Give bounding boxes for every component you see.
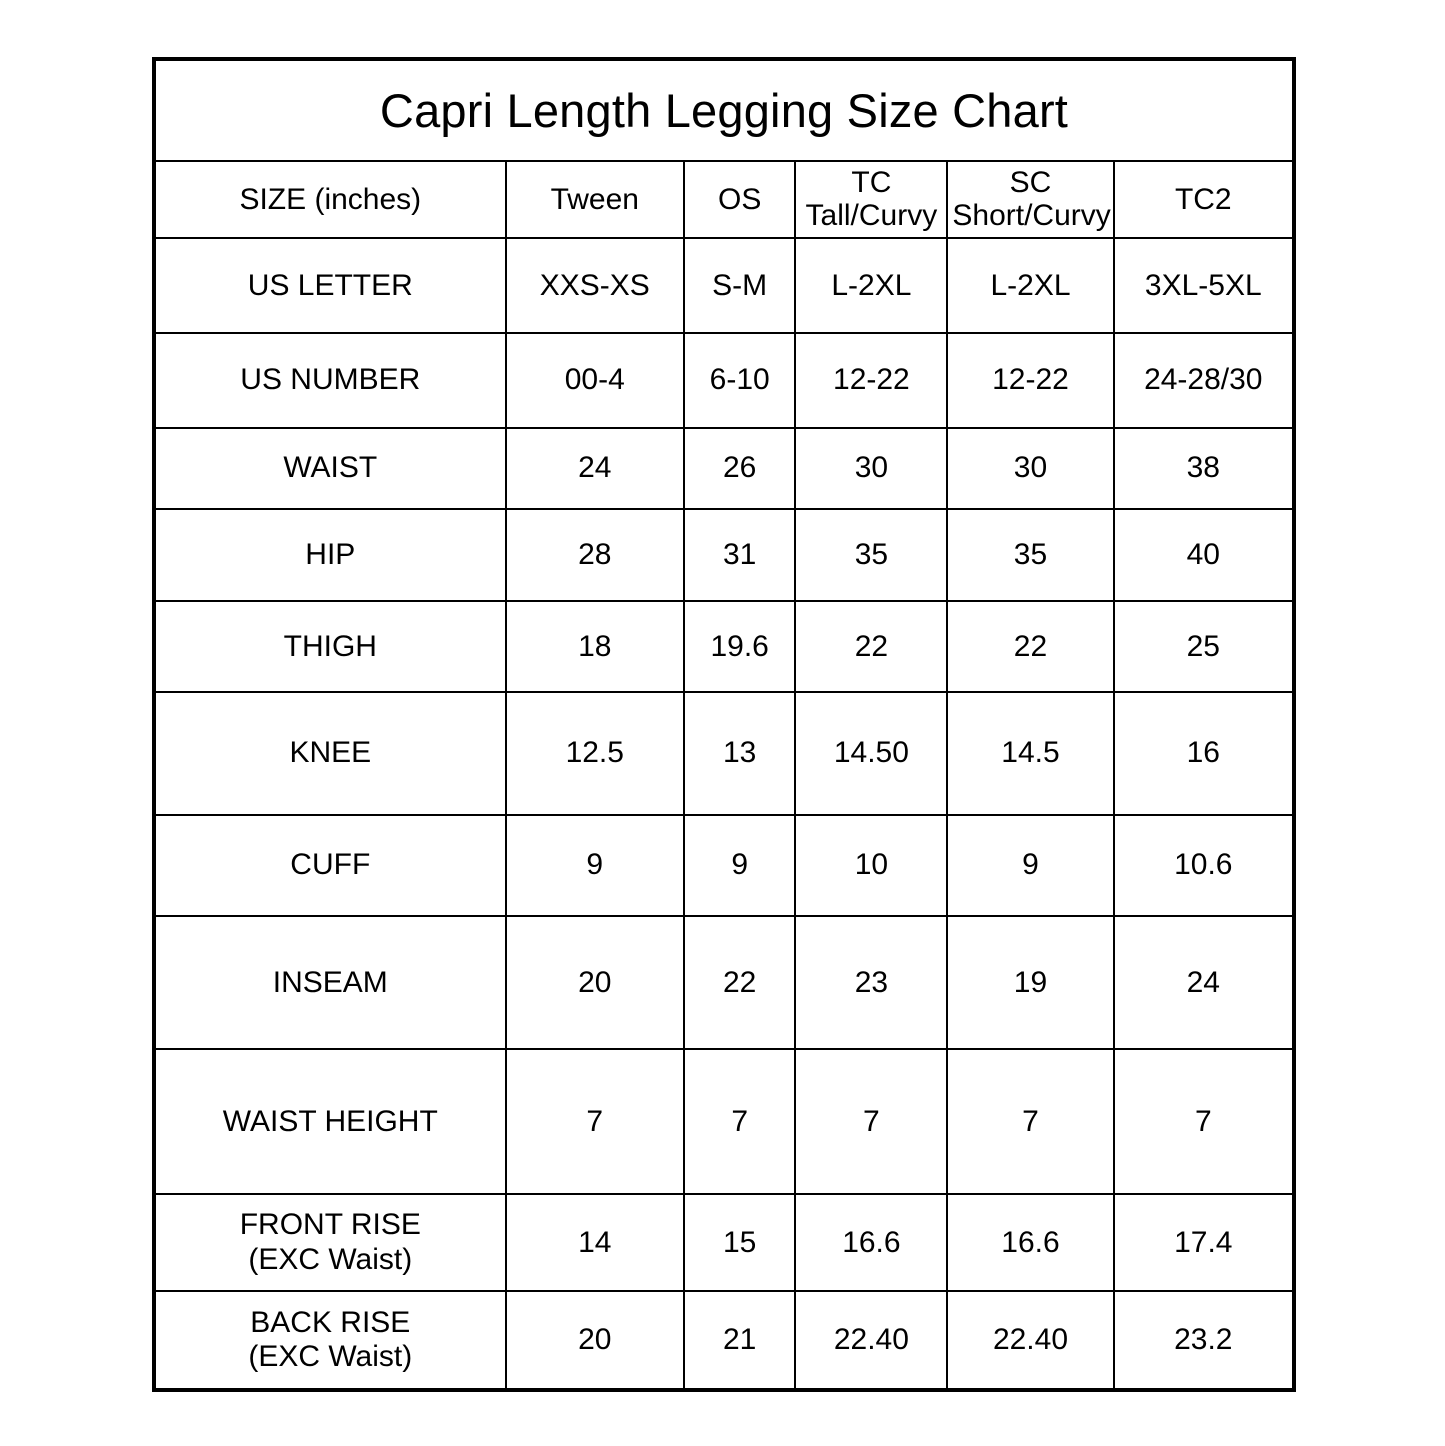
cell-front-rise-os: 15 <box>684 1194 795 1291</box>
table-row <box>156 815 1292 917</box>
cell-cuff-sc: 9 <box>947 815 1113 917</box>
header-size-inches: SIZE (inches) <box>156 161 506 238</box>
cell-us-letter-tween: XXS-XS <box>506 238 684 333</box>
cell-knee-sc: 14.5 <box>947 692 1113 814</box>
cell-us-letter-tc2: 3XL-5XL <box>1114 238 1292 333</box>
cell-inseam-os: 22 <box>684 916 795 1048</box>
cell-knee-tc: 14.50 <box>795 692 947 814</box>
cell-cuff-tween: 9 <box>506 815 684 917</box>
row-label-front-rise <box>156 1194 506 1291</box>
cell-waist-height-sc: 7 <box>947 1049 1113 1195</box>
table-row <box>156 1291 1292 1388</box>
header-tc <box>795 161 947 238</box>
cell-us-letter-tc: L-2XL <box>795 238 947 333</box>
cell-cuff-os: 9 <box>684 815 795 917</box>
cell-inseam-tc2: 24 <box>1114 916 1292 1048</box>
row-label-hip: HIP <box>156 509 506 601</box>
table-row <box>156 333 1292 428</box>
header-sc-line2: Short/Curvy <box>952 199 1111 233</box>
cell-inseam-tween: 20 <box>506 916 684 1048</box>
cell-us-letter-os: S-M <box>684 238 795 333</box>
cell-hip-tween: 28 <box>506 509 684 601</box>
header-os: OS <box>684 161 795 238</box>
cell-cuff-tc: 10 <box>795 815 947 917</box>
cell-front-rise-sc: 16.6 <box>947 1194 1113 1291</box>
table-row <box>156 238 1292 333</box>
cell-waist-tc: 30 <box>795 428 947 509</box>
cell-front-rise-tc: 16.6 <box>795 1194 947 1291</box>
chart-title: Capri Length Legging Size Chart <box>156 61 1292 161</box>
cell-hip-tc2: 40 <box>1114 509 1292 601</box>
table-row <box>156 916 1292 1048</box>
cell-inseam-sc: 19 <box>947 916 1113 1048</box>
cell-front-rise-tween: 14 <box>506 1194 684 1291</box>
row-label-back-rise-line1: BACK RISE <box>250 1305 411 1339</box>
cell-waist-os: 26 <box>684 428 795 509</box>
cell-back-rise-tc2: 23.2 <box>1114 1291 1292 1388</box>
cell-us-letter-sc: L-2XL <box>947 238 1113 333</box>
cell-us-number-tc: 12-22 <box>795 333 947 428</box>
row-label-us-number: US NUMBER <box>156 333 506 428</box>
row-label-cuff: CUFF <box>156 815 506 917</box>
row-label-waist: WAIST <box>156 428 506 509</box>
size-chart-table <box>156 61 1292 1388</box>
row-label-front-rise-line2: (EXC Waist) <box>248 1242 413 1276</box>
table-row <box>156 428 1292 509</box>
table-row <box>156 601 1292 693</box>
cell-inseam-tc: 23 <box>795 916 947 1048</box>
title-row <box>156 61 1292 161</box>
table-row <box>156 509 1292 601</box>
row-label-front-rise-line1: FRONT RISE <box>239 1208 421 1242</box>
size-chart-frame <box>152 57 1296 1392</box>
cell-thigh-sc: 22 <box>947 601 1113 693</box>
cell-hip-sc: 35 <box>947 509 1113 601</box>
cell-back-rise-os: 21 <box>684 1291 795 1388</box>
cell-us-number-os: 6-10 <box>684 333 795 428</box>
table-row <box>156 692 1292 814</box>
cell-us-number-tween: 00-4 <box>506 333 684 428</box>
cell-thigh-tween: 18 <box>506 601 684 693</box>
cell-front-rise-tc2: 17.4 <box>1114 1194 1292 1291</box>
cell-knee-tween: 12.5 <box>506 692 684 814</box>
header-sc <box>947 161 1113 238</box>
cell-thigh-tc2: 25 <box>1114 601 1292 693</box>
cell-us-number-sc: 12-22 <box>947 333 1113 428</box>
row-label-us-letter: US LETTER <box>156 238 506 333</box>
row-label-back-rise-line2: (EXC Waist) <box>248 1340 413 1374</box>
cell-waist-height-os: 7 <box>684 1049 795 1195</box>
table-row <box>156 1194 1292 1291</box>
cell-hip-os: 31 <box>684 509 795 601</box>
cell-back-rise-sc: 22.40 <box>947 1291 1113 1388</box>
header-tween: Tween <box>506 161 684 238</box>
cell-us-number-tc2: 24-28/30 <box>1114 333 1292 428</box>
cell-waist-height-tween: 7 <box>506 1049 684 1195</box>
cell-waist-tc2: 38 <box>1114 428 1292 509</box>
row-label-thigh: THIGH <box>156 601 506 693</box>
cell-waist-height-tc: 7 <box>795 1049 947 1195</box>
row-label-knee: KNEE <box>156 692 506 814</box>
table-row <box>156 1049 1292 1195</box>
cell-thigh-tc: 22 <box>795 601 947 693</box>
cell-waist-sc: 30 <box>947 428 1113 509</box>
header-tc-line1: TC <box>851 165 892 199</box>
row-label-back-rise <box>156 1291 506 1388</box>
cell-cuff-tc2: 10.6 <box>1114 815 1292 917</box>
header-tc2: TC2 <box>1114 161 1292 238</box>
cell-waist-height-tc2: 7 <box>1114 1049 1292 1195</box>
cell-waist-tween: 24 <box>506 428 684 509</box>
header-sc-line1: SC <box>1009 165 1052 199</box>
cell-back-rise-tc: 22.40 <box>795 1291 947 1388</box>
cell-back-rise-tween: 20 <box>506 1291 684 1388</box>
cell-knee-tc2: 16 <box>1114 692 1292 814</box>
cell-knee-os: 13 <box>684 692 795 814</box>
row-label-inseam: INSEAM <box>156 916 506 1048</box>
cell-thigh-os: 19.6 <box>684 601 795 693</box>
row-label-waist-height: WAIST HEIGHT <box>156 1049 506 1195</box>
column-header-row <box>156 161 1292 238</box>
header-tc-line2: Tall/Curvy <box>805 199 938 233</box>
cell-hip-tc: 35 <box>795 509 947 601</box>
